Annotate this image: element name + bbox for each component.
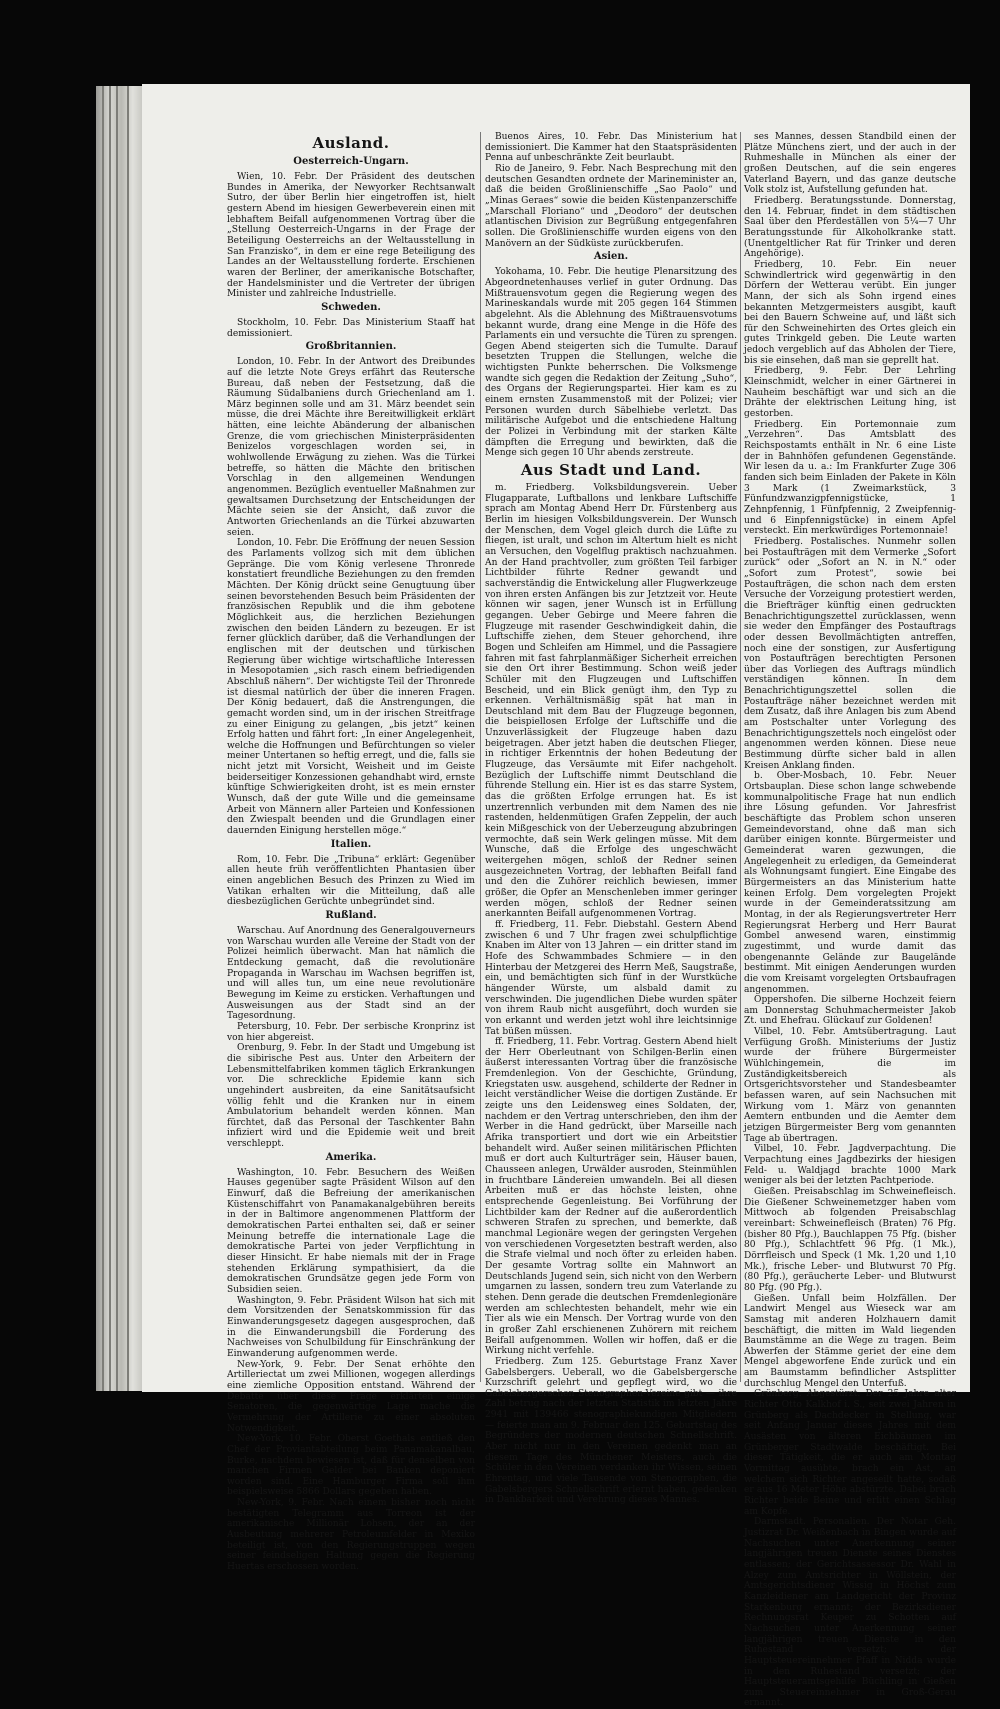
article: Friedberg, 10. Febr. Ein neuer Schwindlertrick wird gegenwärtig in den Dörfern der Wetterau verübt. Ein junger Mann, der sich als Sohn irgend eines bekannten Metzgermeisters ausgibt, kauft bei den Bauern Schweine auf, und läßt sich für den Schweinehirten des Ortes gleich ein gutes Trinkgeld geben. Die Leute warten jedoch vergeblich auf das Abholen der Tiere, bis sie einsehen, daß man sie geprellt hat. — [744, 259, 956, 366]
book-binding-edge — [96, 86, 142, 1391]
article: Stockholm, 10. Febr. Das Ministerium Staaff hat demissioniert. — [227, 317, 475, 339]
article: Rom, 10. Febr. Die „Tribuna“ erklärt: Gegenüber allen heute früh veröffentlichten Phantasien über einen angeblichen Besuch des Prinzen zu Wied im Vatikan erhalten wir die Mitteilung, daß alle diesbezüglichen Gerüchte unbegründet sind. — [227, 854, 475, 908]
country-heading: Amerika. — [325, 1151, 377, 1163]
article: London, 10. Febr. In der Antwort des Dreibundes auf die letzte Note Greys erfährt das Reutersche Bureau, daß neben der Festsetzung, daß die Räumung Südalbaniens durch Griechenland am 1. März beginnen solle und am 31. März beendet sein müsse, die drei Mächte ihre Bereitwilligkeit erklärt hätten, eine leichte Abänderung der albanischen Grenze, die vom griechischen Ministerpräsidenten Benizelos vorgeschlagen worden sei, in wohlwollende Erwägung zu ziehen. Was die Türkei betreffe, so hätten die Mächte den britischen Vorschlag in den allgemeinen Wendungen angenommen. Bezüglich eventueller Maßnahmen zur gewaltsamen Durchsetzung der Entscheidungen der Mächte seien sie der Ansicht, daß zuvor die Antworten Griechenlands an die Türkei abzuwarten seien. — [227, 357, 475, 538]
article: ses Mannes, dessen Standbild einen der Plätze Münchens ziert, und der auch in der Ruhmeshalle in München als einer der großen Deutschen, auf die sein engeres Vaterland Bayern, und das ganze deutsche Volk stolz ist, Aufstellung gefunden hat. — [744, 132, 956, 196]
article: Orenburg, 9. Febr. In der Stadt und Umgebung ist die sibirische Pest aus. Unter den Arbeitern der Lebensmittelfabriken kommen täglich Erkrankungen vor. Die schreckliche Epidemie kann sich ungehindert ausbreiten, da eine Sanitätsaufsicht völlig fehlt und die Kranken nur in einem Ambulatorium behandelt werden können. Man fürchtet, daß das Personal der Taschkenter Bahn infiziert wird und die Epidemie weit und breit verschleppt. — [227, 1043, 475, 1150]
article: Buenos Aires, 10. Febr. Das Ministerium hat demissioniert. Die Kammer hat den Staatspräsidenten Penna auf unbeschränkte Zeit beurlaubt. — [485, 132, 737, 164]
country-heading: Italien. — [330, 838, 372, 850]
article: Friedberg. Postalisches. Nunmehr sollen bei Postaufträgen mit dem Vermerke „Sofort zurück“ oder „Sofort an N. in N.“ oder „Sofort zum Protest“, sowie bei Postaufträgen, die schon nach dem ersten Versuche der Vorzeigung protestiert werden, die Briefträger künftig einen gedruckten Benachrichtigungszettel zurücklassen, wenn sie weder den Empfänger des Postauftrags oder dessen Bevollmächtigten antreffen, noch eine der sonstigen, zur Ausfertigung von Postaufträgen berechtigten Personen über das Vorliegen des Auftrags mündlich verständigen können. In dem Benachrichtigungszettel sollen die Postaufträge näher bezeichnet werden mit dem Zusatz, daß ihre Anlagen bis zum Abend am Postschalter unter Vorlegung des Benachrichtigungszettels noch eingelöst oder angenommen werden können. Diese neue Bestimmung dürfte sicher bald in allen Kreisen Anklang finden. — [744, 536, 956, 771]
article: London, 10. Febr. Die Eröffnung der neuen Session des Parlaments vollzog sich mit dem üblichen Gepränge. Die vom König verlesene Thronrede konstatiert freundliche Beziehungen zu den fremden Mächten. Der König drückt seine Genugtuung über seinen bevorstehenden Besuch beim Präsidenten der französischen Republik und die ihm gebotene Möglichkeit aus, die herzlichen Beziehungen zwischen den beiden Ländern zu bezeugen. Er ist ferner glücklich darüber, daß die Verhandlungen der englischen mit der deutschen und türkischen Regierung über wichtige wirtschaftliche Interessen in Mesopotamien „sich rasch einem befriedigenden Abschluß nähern“. Der wichtigste Teil der Thronrede ist diesmal natürlich der über die inneren Fragen. Der König bedauert, daß die Anstrengungen, die gemacht worden sind, um in der irischen Streitfrage zu einer Einigung zu gelangen, „bis jetzt“ keinen Erfolg hatten und fährt fort: „In einer Angelegenheit, welche die Hoffnungen und Befürchtungen so vieler meiner Untertanen so heftig erregt, und die, falls sie nicht jetzt mit Vorsicht, Weisheit und im Geiste beiderseitiger Konzessionen gehandhabt wird, ernste künftige Schwierigkeiten droht, ist es mein ernster Wunsch, daß der gute Wille und die gemeinsame Arbeit von Männern aller Parteien und Konfessionen den Zwiespalt beenden und die Grundlagen einer dauernden Einigung herstellen möge.“ — [227, 538, 475, 837]
article: Wien, 10. Febr. Der Präsident des deutschen Bundes in Amerika, der Newyorker Rechtsanwalt Sutro, der über Berlin hier eingetroffen ist, hielt gestern Abend im hiesigen Gewerbeverein einen mit lebhaftem Beifall aufgenommenen Vortrag über die „Stellung Oesterreich-Ungarns in der Frage der Beteiligung Oesterreichs an der Weltausstellung in San Franzisko“, in dem er eine rege Beteiligung des Landes an der Weltausstellung forderte. Erschienen waren der Berliner, der amerikanische Botschafter, der Handelsminister und die Vertreter der übrigen Minister und zahlreiche Industrielle. — [227, 172, 475, 300]
country-heading: Rußland. — [325, 910, 377, 921]
article: Washington, 10. Febr. Besuchern des Weißen Hauses gegenüber sagte Präsident Wilson auf den Einwurf, daß die Befreiung der amerikanischen Küstenschiffahrt von Panamakanalgebühren bereits in der in Baltimore angenommenen Plattform der demokratischen Partei enthalten sei, daß er seiner Meinung betreffe die internationale Lage die demokratische Partei von jeder Verpflichtung in dieser Hinsicht. Er habe niemals mit der in Frage stehenden Erklärung sympathisiert, da die demokratischen Grundsätze gegen jede Form von Subsidien seien. — [227, 1167, 475, 1295]
country-heading: Großbritannien. — [305, 341, 397, 353]
article: Darmstadt. Personalien. Der Notar Geh. Justizrat Dr. Weißenbach in Bingen wurde auf Nachsuchen unter Anerkennung seiner langjährigen treuen Dienste seines Dienstes entlassen; der Gerichtsassessor Dr. Wahl in Alzey zum Amtsrichter in Wöllstein, der Amtsgerichtsdiener Wissig in Höchst zum Kanzleidiener am Landgericht der Provinz Starkenburg ernannt; der Bezirksdiener Rechnungsrat Keuper zu Schotten auf Nachsuchen unter Anerkennung seiner langjährigen treuen Dienste in den Ruhestand versetzt; der Hauptsteuereinnehmer Pfaff in Nidda wurde in den Ruhestand versetzt; der Hauptsteueramtsgehilfe Büchling in Gießen zum Steuereinnehmer in Groß-Gerau ernannt. — [744, 1517, 956, 1709]
column-divider — [740, 132, 741, 1382]
article: Grünberg. Abgestürzt. Der 25 Jahre alter Richter Otto Kalkhof i. S., seit zwei Jahren in Grünberg als Dachdecker in Stellung, war seit Anfang Januar dieses Jahres mit dem Ausästen von älteren Eichbäumen im Grünberger Stadtwalde beschäftigt. Bei dieser Tätigkeit, die er auch am Montag Vormittag ausübte, brach ein Ast, an welchem sich Richter angeseilt hatte, sodaß er aus 16 Meter Höhe abstürzte. Dabei brach Richter beide Beine und erlitt einen Schlag am Kopfe. — [744, 1389, 956, 1517]
article: New-York, 9. Febr. Nach einem bisher noch nicht bestätigten Telegramm aus Torreon ist der amerikanische Millionär Lohsen, der an der Ausbeutung mehrerer Petroleumfelder in Mexiko beteiligt ist, von den Regierungstruppen wegen seiner feindseligen Haltung gegen die Regierung Huertas erschossen worden. — [227, 1498, 475, 1573]
section-heading: Ausland. — [312, 134, 390, 152]
article: Vilbel, 10. Febr. Amtsübertragung. Laut Verfügung Großh. Ministeriums der Justiz wurde der frühere Bürgermeister Wühlchingemein, die im Zuständigkeitsbereich als Ortsgerichtsvorsteher und Standesbeamter befassen waren, auf sein Nachsuchen mit Wirkung vom 1. März von genannten Aemtern entbunden und die Aemter dem jetzigen Bürgermeister Berg vom genannten Tage ab übertragen. — [744, 1027, 956, 1144]
country-heading: Asien. — [593, 251, 629, 263]
column-3 — [744, 132, 956, 1709]
article: Friedberg, 9. Febr. Der Lehrling Kleinschmidt, welcher in einer Gärtnerei in Nauheim beschäftigt war und sich an die Drähte der elektrischen Leitung hing, ist gestorben. — [744, 366, 956, 420]
article: Vilbel, 10. Febr. Jagdverpachtung. Die Verpachtung eines Jagdbezirks der hiesigen Feld- u. Waldjagd brachte 1000 Mark weniger als bei der letzten Pachtperiode. — [744, 1144, 956, 1187]
article: Warschau. Auf Anordnung des Generalgouverneurs von Warschau wurden alle Vereine der Stadt von der Polizei heimlich überwacht. Man hat nämlich die Entdeckung gemacht, daß die revolutionäre Propaganda in Warschau im Wachsen begriffen ist, und will alles tun, um eine neue revolutionäre Bewegung im Keime zu ersticken. Verhaftungen und Ausweisungen aus der Stadt sind an der Tagesordnung. — [227, 926, 475, 1022]
article: Friedberg. Zum 125. Geburtstage Franz Xaver Gabelsbergers. Ueberall, wo die Gabelsbergersche Kurzschrift gelehrt und gepflegt wird, wo die Gabelsbergerschen Stenographen-Vereine gibt — ihre Zahl betrug nach der letzten Statistik im letzten Jahre 2941 mit 139466 stenographiekundigen Mitgliedern — feierte man am 9. Februar den 125. Geburtstag des Begründers der modernen deutschen Schnellschrift. Aber nicht nur in den Vereinen gedenkt man an diesem Tage des Münchener Meisters, auch die Schüler in den Vereinen verdanken ihr Wissen, seinen Ehrentag, und viele Tausende von Stenographen, die Gabelsbergers Schnellschrift erlernt haben, gedenken in Dankbarkeit und Verehrung dieses Mannes. — [485, 1356, 737, 1506]
newspaper-page — [142, 84, 970, 1709]
country-heading: Oesterreich-Ungarn. — [293, 156, 409, 167]
article: Oppershofen. Die silberne Hochzeit feiern am Donnerstag Schuhmachermeister Jakob Zt. und Ehefrau. Glückauf zur Goldenen! — [744, 995, 956, 1027]
article: ff. Friedberg, 11. Febr. Diebstahl. Gestern Abend zwischen 6 und 7 Uhr fragen zwei schulpflichtige Knaben im Alter von 13 Jahren — ein dritter stand im Hofe des Schwammbades Schmiere — in den Hinterbau der Metzgerei des Herrn Meß, Saugstraße, ein, und bemächtigten sich fünf in der Wurstküche hängender Würste, um alsbald damit zu verschwinden. Die jugendlichen Diebe wurden später von ihrem Raub nicht ausgeführt, doch wurden sie von erkannt und werden jetzt wohl ihre leichtsinnige Tat büßen müssen. — [485, 919, 737, 1037]
column-divider — [480, 132, 481, 1382]
section-heading: Aus Stadt und Land. — [520, 461, 702, 480]
article: Gießen. Unfall beim Holzfällen. Der Landwirt Mengel aus Wieseck war am Samstag mit anderen Holzhauern damit beschäftigt, die mitten im Wald liegenden Baumstämme an die Wege zu tragen. Beim Abwerfen der Stämme geriet der eine dem Mengel abgeworfene Ende zurück und ein am Baumstamm befindlicher Astsplitter durchschlug Mengel den Unterfuß. — [744, 1293, 956, 1389]
article: Friedberg. Beratungsstunde. Donnerstag, den 14. Februar, findet in dem städtischen Saal über den Pferdeställen von 5¼—7 Uhr Beratungsstunde für Alkoholkranke statt. (Unentgeltlicher Rat für Trinker und deren Angehörige). — [744, 195, 956, 260]
column-1 — [227, 132, 475, 1573]
column-2 — [485, 132, 737, 1506]
article: ff. Friedberg, 11. Febr. Vortrag. Gestern Abend hielt der Herr Oberleutnant von Schilgen-Berlin einen äußerst interessanten Vortrag über die französische Fremdenlegion. Von der Geschichte, Gründung, Kriegstaten usw. ausgehend, schilderte der Redner in leicht verständlicher Weise die dortigen Zustände. Er zeigte uns den Leidensweg eines Soldaten, der, nachdem er den Vertrag unterschrieben, den ihm der Werber in die Hand gedrückt, über Marseille nach Afrika transportiert und dort wie ein Arbeitstier behandelt wird. Außer seinen militärischen Pflichten muß er dort auch Kulturträger sein, Häuser bauen, Chausseen anlegen, Urwälder ausroden, Steinmühlen in fruchtbare Ländereien umwandeln. Bei all diesen Arbeiten muß er das höchste leisten, ohne entsprechende Gegenleistung. Bei Vorführung der Lichtbilder kam der Redner auf die außerordentlich schweren Strafen zu sprechen, und bemerkte, daß manchmal Legionäre wegen der geringsten Vergehen von verschiedenen Vorgesetzten bestraft werden, also die Strafe vielmal und noch öfter zu erleiden haben. Der gesamte Vortrag sollte ein Mahnwort an Deutschlands Jugend sein, sich nicht von den Werbern umgarnen zu lassen, sondern treu zum Vaterlande zu stehen. Denn gerade die deutschen Fremdenlegionäre werden am schlechtesten behandelt, mehr wie ein Tier als wie ein Mensch. Der Vortrag wurde von den in großer Zahl erschienenen Zuhörern mit reichem Beifall aufgenommen. Wollen wir hoffen, daß er die Wirkung nicht verfehle. — [485, 1037, 737, 1357]
article: New-York, 9. Febr. Der Senat erhöhte den Artilleriectat um zwei Millionen, wogegen allerdings eine ziemliche Opposition entstand. Während der Debatte über diese Frage erklärten einige Senatoren, die gegenwärtige Lage mache die Vermehrung der Artillerie zu einer absoluten Notwendigkeit. — [227, 1359, 475, 1434]
article: Rio de Janeiro, 9. Febr. Nach Besprechung mit den deutschen Gesandten ordnete der Marineminister an, daß die beiden Großlinienschiffe „Sao Paolo“ und „Minas Geraes“ sowie die beiden Küstenpanzerschiffe „Marschall Floriano“ und „Deodoro“ der deutschen atlantischen Division zur Begrüßung entgegenfahren sollen. Die Großlinienschiffe wurden eigens von den Manövern an der Südküste zurückberufen. — [485, 163, 737, 249]
article: b. Ober-Mosbach, 10. Febr. Neuer Ortsbauplan. Diese schon lange schwebende kommunalpolitische Frage hat nun endlich ihre Lösung gefunden. Vor Jahresfrist beschäftigte das Problem schon unseren Gemeindevorstand, ohne daß man sich darüber einigen konnte. Bürgermeister und Gemeinderat waren gezwungen, die Angelegenheit zu erledigen, da Gemeinderat als Wohnungsamt fungiert. Eine Eingabe des Bürgermeisters an das Ministerium hatte keinen Erfolg. Dem vorgelegten Projekt wurde in der Gemeinderatssitzung am Montag, in der als Regierungsvertreter Herr Regierungsrat Herberg und Herr Baurat Gombel anwesend waren, einstimmig zugestimmt, und wurde damit das obengenannte Gelände zur Baugelände bestimmt. Mit einigen Aenderungen wurden die vom Kreisamt vorgelegten Ortsbaufragen angenommen. — [744, 771, 956, 995]
article: Petersburg, 10. Febr. Der serbische Kronprinz ist von hier abgereist. — [227, 1021, 475, 1043]
article: m. Friedberg. Volksbildungsverein. Ueber Flugapparate, Luftballons und lenkbare Luftschiffe sprach am Montag Abend Herr Dr. Fürstenberg aus Berlin im hiesigen Volksbildungsverein. Der Wunsch der Menschen, dem Vogel gleich durch die Lüfte zu fliegen, ist uralt, und schon im Altertum hielt es nicht an Versuchen, den Vogelflug praktisch nachzuahmen. An der Hand prachtvoller, zum größten Teil farbiger Lichtbilder führte Redner gewandt und sachverständig die Entwickelung aller Flugwerkzeuge von ihren ersten Anfängen bis zur Jetztzeit vor. Heute können wir sagen, jener Wunsch ist in Erfüllung gegangen. Ueber Gebirge und Meere fahren die Flugzeuge mit rasender Geschwindigkeit dahin, die Luftschiffe ziehen, dem Steuer gehorchend, ihre Bogen und Schleifen am Himmel, und die Passagiere fahren mit fast fahrplanmäßiger Sicherheit erreichen sie den Ort ihrer Bestimmung. Schon weiß jeder Schüler mit den Flugzeugen und Luftschiffen Bescheid, und ein Blick genügt ihm, den Typ zu erkennen. Verhältnismäßig spät hat man in Deutschland mit dem Bau der Flugzeuge begonnen, die beispiellosen Erfolge der Luftschiffe und die Unzuverlässigkeit der Flugzeuge haben dazu beigetragen. Aber jetzt haben die deutschen Flieger, in richtiger Erkenntnis der hohen Bedeutung der Flugzeuge, das Versäumte mit Eifer nachgeholt. Bezüglich der Luftschiffe nimmt Deutschland die führende Stellung ein. Hier ist es das starre System, das die größten Erfolge errungen hat. Es ist unzertrennlich verbunden mit dem Namen des nie rastenden, heldenmütigen Grafen Zeppelin, der auch kein Mißgeschick von der Ueberzeugung abzubringen vermochte, daß sein Werk gelingen müsse. Mit dem Wunsche, daß die Erfolge des ungeschwächt weitergehen mögen, schloß der Redner seinen ausgezeichneten Vortrag, der lebhaften Beifall fand und den die Zuhörer reichlich bewiesen, immer größer, die Opfer an Menschenleben immer geringer werden mögen, schloß der Redner seinen anerkannten Beifall aufgenommenen Vortrag. — [485, 483, 737, 920]
article: Friedberg. Ein Portemonnaie zum „Verzehren“. Das Amtsblatt des Reichspostamts enthält in Nr. 6 eine Liste der in Bahnhöfen gefundenen Gegenstände. Wir lesen da u. a.: Im Frankfurter Zuge 306 fanden sich beim Einladen der Pakete in Köln 3 Mark (1 Zweimarkstück, 3 Fünfundzwanzigpfennigstücke, 1 Zehnpfennig, 1 Fünfpfennig, 2 Zweipfennig- und 6 Einpfennigstücke) in einem Apfel versteckt. Ein merkwürdiges Portemonnaie! — [744, 419, 956, 537]
article: Gießen. Preisabschlag im Schweinefleisch. Die Gießener Schweinemetzger haben vom Mittwoch ab folgenden Preisabschlag vereinbart: Schweinefleisch (Braten) 76 Pfg. (bisher 80 Pfg.), Bauchlappen 75 Pfg. (bisher 80 Pfg.), Schlachtfett 96 Pfg. (1 Mk.), Dörrfleisch und Speck (1 Mk. 1,20 und 1,10 Mk.), frische Leber- und Blutwurst 70 Pfg. (80 Pfg.), geräucherte Leber- und Blutwurst 80 Pfg. (90 Pfg.). — [744, 1186, 956, 1293]
country-heading: Schweden. — [321, 301, 381, 313]
article: New-York, 10. Febr. Oberst Goethals entließ den Chef der Proviantabteilung beim Panamakanalbau, Burke, nachdem bewiesen ist, daß für denselben von manchen Firmen Gelder bei Banken deponiert worden sind. Eine Hamburger Firma soll ihm beispielsweise 5866 Dollars gegeben haben. — [227, 1434, 475, 1498]
article: Washington, 9. Febr. Präsident Wilson hat sich mit dem Vorsitzenden der Senatskommission für das Einwanderungsgesetz dagegen ausgesprochen, daß in die Einwanderungsbill die Forderung des Nachweises von Schulbildung für Einschränkung der Einwanderung aufgenommen werde. — [227, 1295, 475, 1359]
article: Yokohama, 10. Febr. Die heutige Plenarsitzung des Abgeordnetenhauses verlief in guter Ordnung. Das Mißtrauensvotum gegen die Regierung wegen des Marineskandals wurde mit 205 gegen 164 Stimmen abgelehnt. Als die Ablehnung des Mißtrauensvotums bekannt wurde, drang eine Menge in die Höfe des Parlaments ein und versuchte die Türen zu sprengen. Gegen Abend steigerten sich die Tumulte. Darauf besetzten Truppen die Stellungen, welche die wichtigsten Punkte beherrschen. Die Volksmenge wandte sich gegen die Redaktion der Zeitung „Suho“, des Organs der Regierungspartei. Hier kam es zu einem ernsten Zusammenstoß mit der Polizei; vier Personen wurden durch Säbelhiebe verletzt. Das militärische Aufgebot und die entschiedene Haltung der Polizei in Verbindung mit der starken Kälte dämpften die Erregung und bewirkten, daß die Menge sich gegen 10 Uhr abends zerstreute. — [485, 267, 737, 459]
